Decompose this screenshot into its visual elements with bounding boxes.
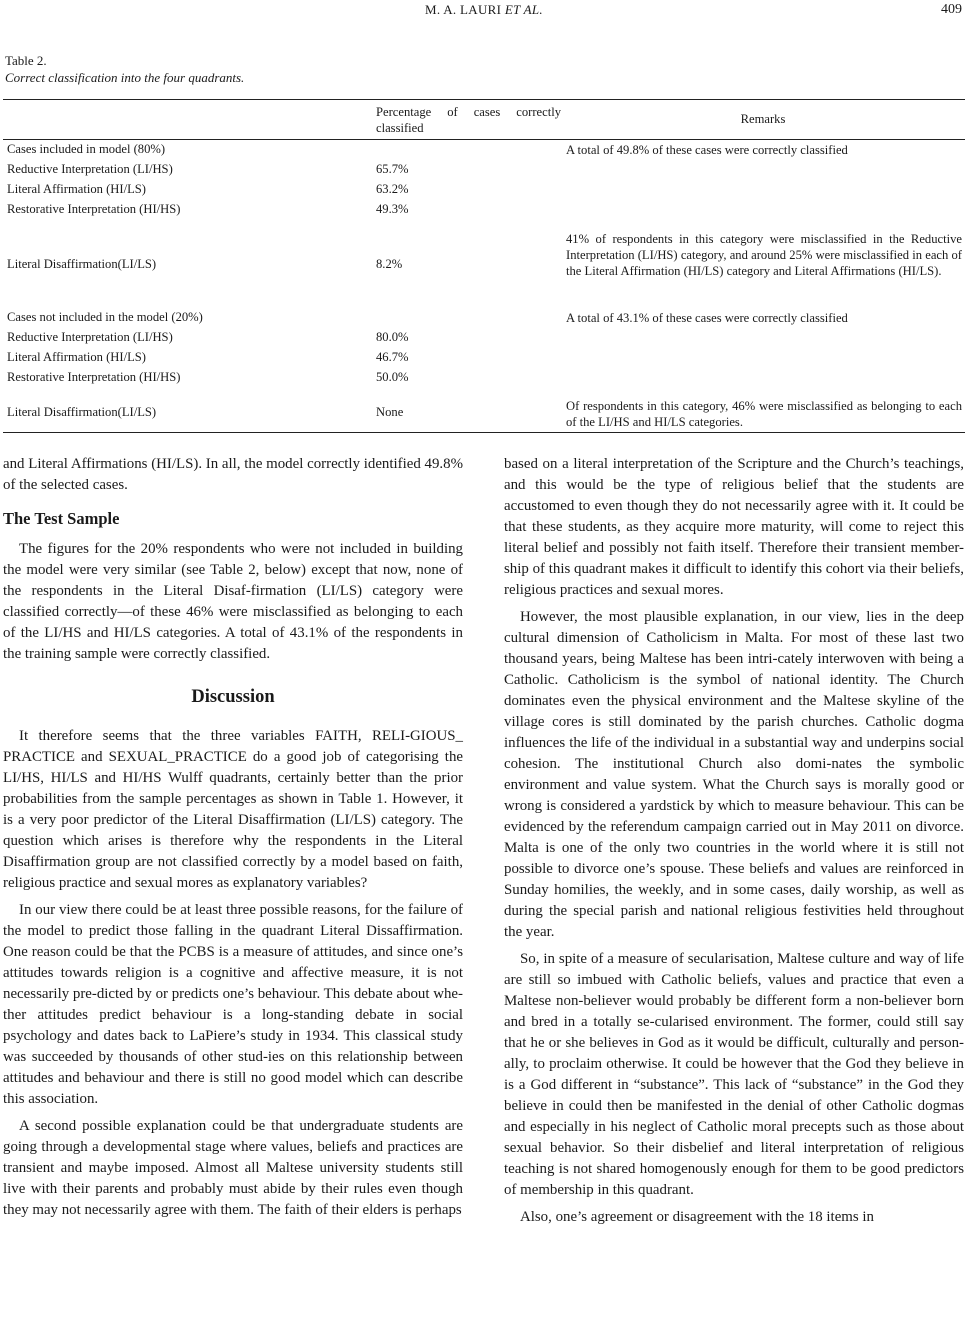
body-left-column — [3, 454, 463, 1221]
row-percentage: 8.2% — [376, 257, 403, 271]
author-suffix: ET AL. — [504, 2, 543, 17]
row-percentage: 65.7% — [376, 162, 409, 176]
section-heading-discussion: Discussion — [191, 687, 275, 707]
table-title: Correct classification into the four quadrants. — [5, 70, 245, 85]
row-percentage: 63.2% — [376, 182, 409, 196]
row-label: Restorative Interpretation (HI/HS) — [7, 202, 181, 216]
row-percentage: 80.0% — [376, 330, 409, 344]
row-percentage: 50.0% — [376, 370, 409, 384]
paragraph: and Literal Affirmations (HI/LS). In all, the model correctly identified 49.8% of the selected cases. — [3, 456, 463, 493]
table-caption — [5, 52, 244, 86]
table-label: Table 2. — [5, 53, 47, 68]
paragraph: Also, one’s agreement or disagreement with the 18 items in — [520, 1209, 874, 1225]
row-label: Reductive Interpretation (LI/HS) — [7, 162, 173, 176]
author-name: M. A. LAURI — [425, 2, 502, 17]
running-head — [0, 0, 968, 22]
paragraph: A second possible explanation could be that undergraduate students are going through a developmental stage where values, beliefs and practices are transient and maybe imposed. Almost all Maltese university students still live with their parents and probably must abide by their rules even though they may not necessarily agree with them. The faith of their elders is perhaps — [3, 1118, 463, 1218]
row-label: Literal Disaffirmation(LI/LS) — [7, 405, 157, 419]
paragraph: In our view there could be at least three possible reasons, for the failure of the model to predict those falling in the quadrant Literal Dissaffirmation. One reason could be that the PCBS is a measure of attitudes, and since one’s attitudes towards religion is a cognitive and affective measure, it is not necessarily pre-dicted by or predicts one’s behaviour. This debate about whe-ther attitudes predict behaviour is a long-standing debate in social psychology and dates back to LaPiere’s study in 1934. This classical study was succeeded by thousands of other stud-ies on this relationship between attitudes and behaviour and there is still no good model which can describe this association. — [3, 902, 463, 1107]
paragraph: So, in spite of a measure of secularisation, Maltese culture and way of life are still so imbued with Catholic beliefs, values and practice that even a Maltese non-believer would probably be different form a non-believer born and bred in a totally se-cularised environment. The former, could still say that he or she believes in God as it would be difficult, culturally and person-ally, to proclaim otherwise. It could be however that the God they believe in is a God different in “substance”. This lack of “substance” in the God they believe in could then be manifested in the denial of other Catholic dogmas and especially in his neglect of Catholic moral precepts such as those about sexual behavior. So their disbelief and literal interpretation of religious teaching is not shared homogenously enough for them to be good predictors of membership in this quadrant. — [504, 951, 964, 1198]
table-top-rule — [3, 99, 965, 100]
row-remark: A total of 49.8% of these cases were correctly classified — [566, 143, 848, 157]
row-label: Cases included in model (80%) — [7, 142, 166, 156]
paragraph: It therefore seems that the three variables FAITH, RELI-GIOUS_ PRACTICE and SEXUAL_PRACTICE do a good job of categorising the LI/HS, HI/LS and HI/HS Wulff quadrants, certainly better than the prior probabilities from the sample percentages as shown in Table 1. However, it is a very poor predictor of the Literal Disaffirmation (LI/LS) category. The question which arises is therefore why the respondents in the Literal Disaffirmation group are not classified correctly by a model based on faith, religious practice and sexual mores as explanatory variables? — [3, 728, 463, 891]
paragraph: However, the most plausible explanation, in our view, lies in the deep cultural dimension of Catholicism in Malta. For most of these last two thousand years, being Maltese has been intri-cately interwoven with being a Catholic. Catholicism is the symbol of national identity. The Church dominates even the physical environment and the Maltese skyline of the village cores is still dominated by the parish churches. Catholic dogma influences the life of the individual in a substantial way and underpins social cohesion. The institutional Church also domi-nates the symbolic environment and value system. What the Church says is morally good or wrong is considered a yardstick by which to measure behaviour. This can be evidenced by the referendum campaign carried out in May 2011 on divorce. Malta is one of the only two countries in the world where it is still not possible to divorce one’s spouse. These beliefs and values are reinforced in Sunday homilies, the weekly, and in some cases, daily worship, as well as during the special parish and national religious festivities held throughout the year. — [504, 609, 964, 940]
column-header-percentage: Percentage of cases correctly classified — [376, 105, 561, 135]
row-remark: 41% of respondents in this category were misclassified in the Reductive Interpretation (LI/HS) category, and around 25% were misclassified in each of the Literal Affirmation (HI/LS) category and Literal Affirmations (HI/LS). — [566, 232, 962, 278]
row-label: Literal Disaffirmation(LI/LS) — [7, 257, 157, 271]
paragraph: The figures for the 20% respondents who were not included in building the model were very similar (see Table 2, below) except that now, none of the respondents in the Literal Disaf-firmation (LI/LS) category were classified correctly—of these 46% were misclassified as belonging to each of the LI/HS and HI/LS categories. A total of 43.1% of the respondents in the training sample were correctly classified. — [3, 541, 463, 662]
row-remark: A total of 43.1% of these cases were correctly classified — [566, 311, 848, 325]
row-percentage: 49.3% — [376, 202, 409, 216]
page-number: 409 — [941, 2, 962, 17]
row-percentage: None — [376, 405, 404, 419]
row-label: Cases not included in the model (20%) — [7, 310, 203, 324]
section-heading-test-sample: The Test Sample — [3, 509, 120, 528]
running-head-author — [0, 2, 968, 18]
row-label: Literal Affirmation (HI/LS) — [7, 182, 146, 196]
row-label: Literal Affirmation (HI/LS) — [7, 350, 146, 364]
paragraph: based on a literal interpretation of the Scripture and the Church’s teachings, and this would be the type of religious belief that the students are accustomed to even though they do not necessarily agree with it. It could be that these students, as they acquire more maturity, will come to reject this literal belief and possibly not faith itself. Therefore their transient member-ship of this quadrant makes it difficult to identify this cohort via their beliefs, religious practices and sexual mores. — [504, 456, 964, 598]
table-header-rule — [3, 139, 965, 140]
row-percentage: 46.7% — [376, 350, 409, 364]
row-label: Reductive Interpretation (LI/HS) — [7, 330, 173, 344]
table-bottom-rule — [3, 432, 965, 433]
row-label: Restorative Interpretation (HI/HS) — [7, 370, 181, 384]
body-right-column — [504, 454, 964, 1228]
column-header-remarks: Remarks — [740, 112, 786, 126]
row-remark: Of respondents in this category, 46% were misclassified as belonging to each of the LI/HS and HI/LS categories. — [566, 399, 962, 429]
